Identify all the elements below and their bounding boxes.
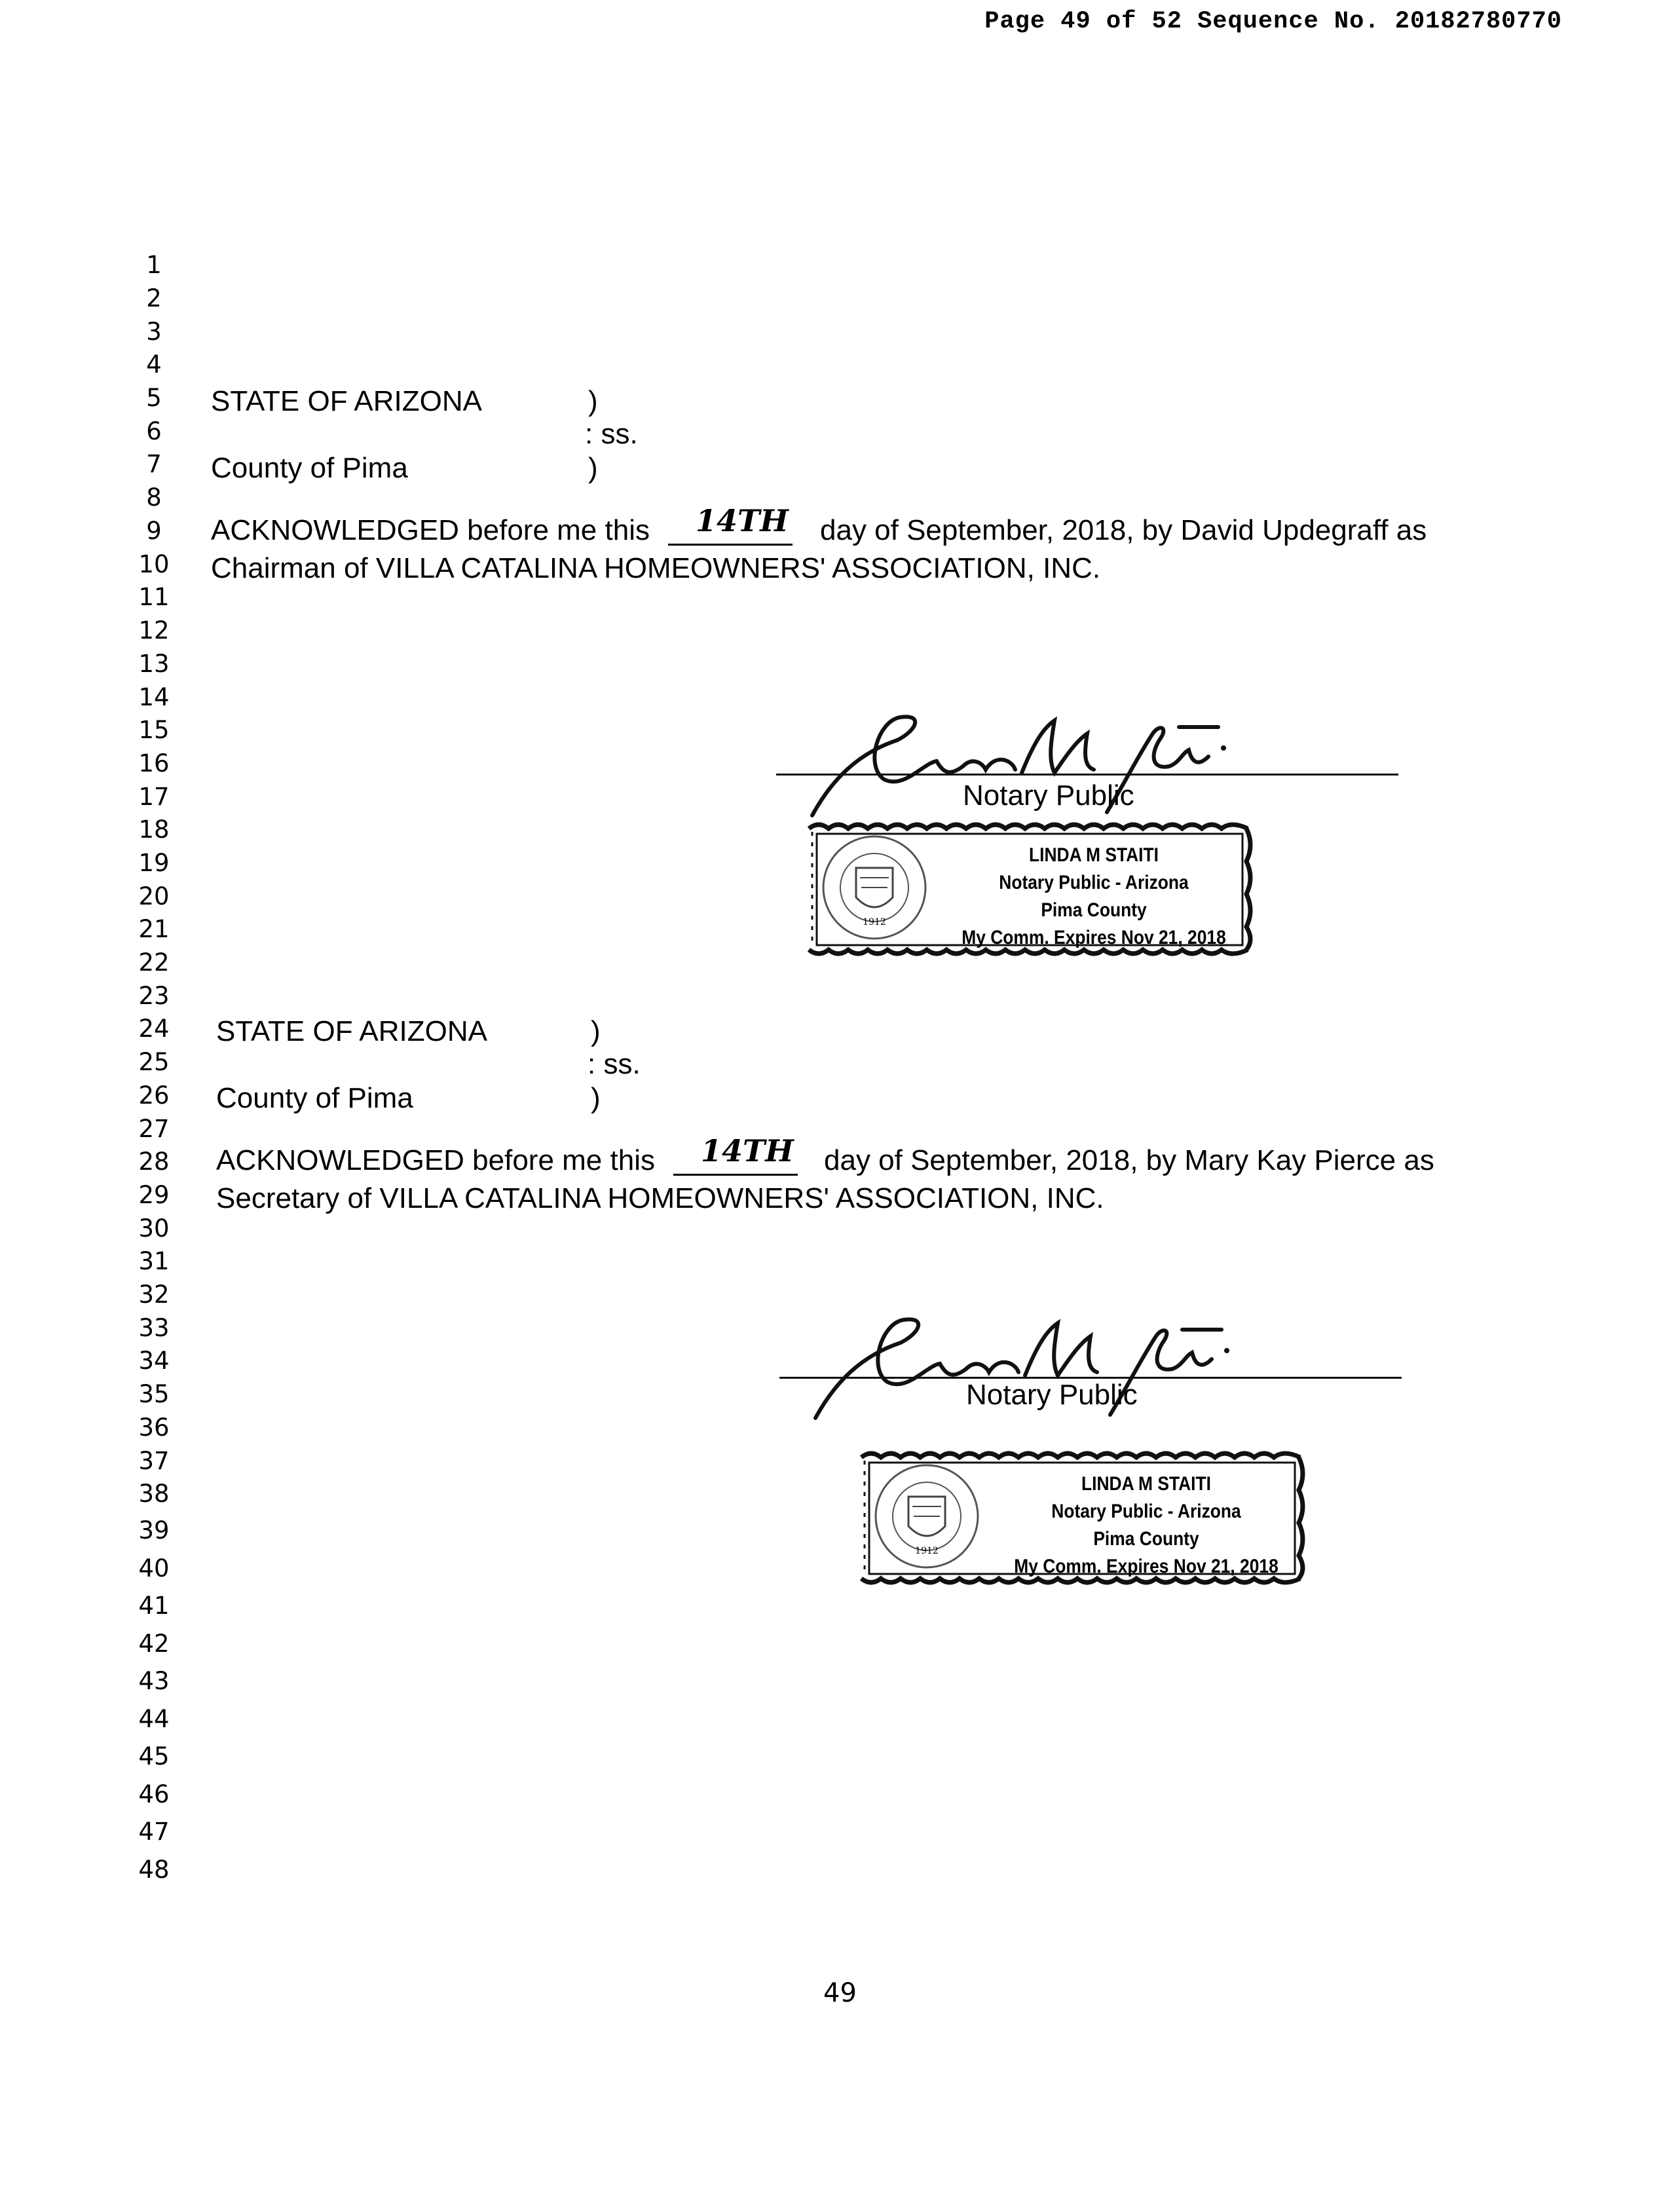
- paren-close: ): [588, 452, 598, 484]
- line-number: 45: [138, 1742, 170, 1770]
- line-number: 35: [138, 1380, 170, 1408]
- line-number: 21: [138, 915, 170, 943]
- state-label: STATE OF ARIZONA: [211, 385, 482, 417]
- stamp-text: [958, 842, 1229, 952]
- line-number: 44: [138, 1705, 170, 1733]
- line-number: 10: [138, 550, 170, 578]
- line-number: 46: [138, 1780, 170, 1808]
- stamp-seal-caption: 1912: [863, 917, 886, 927]
- line-number: 12: [138, 616, 170, 645]
- notary-stamp-2: [855, 1444, 1307, 1588]
- stamp-title: Notary Public - Arizona: [999, 872, 1189, 893]
- line-number: 17: [138, 783, 170, 811]
- line-number: 23: [138, 982, 170, 1010]
- ss-label: : ss.: [588, 1048, 641, 1080]
- state-label: STATE OF ARIZONA: [216, 1015, 487, 1047]
- line-number: 7: [146, 450, 162, 478]
- signature-line-1: [776, 774, 1398, 776]
- paren-open: ): [591, 1015, 601, 1047]
- county-label: County of Pima: [216, 1082, 413, 1114]
- stamp-expires: My Comm. Expires Nov 21, 2018: [961, 927, 1226, 948]
- capacity-line: Chairman of VILLA CATALINA HOMEOWNERS' ASSOCIATION, INC.: [211, 552, 1101, 584]
- line-number: 26: [138, 1081, 170, 1110]
- stamp-name: LINDA M STAITI: [1081, 1473, 1211, 1495]
- line-number: 40: [138, 1554, 170, 1582]
- line-number: 3: [146, 318, 162, 346]
- line-number: 1: [146, 251, 162, 279]
- page-number: 49: [823, 1978, 857, 2008]
- line-number: 9: [146, 517, 162, 545]
- notary-stamp-1: [802, 815, 1254, 960]
- stamp-expires: My Comm. Expires Nov 21, 2018: [1014, 1556, 1279, 1577]
- line-number: 32: [138, 1280, 170, 1309]
- line-number: 5: [146, 384, 162, 412]
- stamp-name: LINDA M STAITI: [1029, 844, 1159, 866]
- notary-public-caption: Notary Public: [966, 1379, 1138, 1411]
- line-number: 20: [138, 882, 170, 910]
- stamp-title: Notary Public - Arizona: [1051, 1501, 1241, 1522]
- acknowledged-prefix: ACKNOWLEDGED before me this: [216, 1144, 655, 1176]
- line-number: 37: [138, 1447, 170, 1475]
- line-number: 15: [138, 716, 170, 744]
- paren-close: ): [591, 1082, 601, 1114]
- line-number: 33: [138, 1314, 170, 1342]
- county-label: County of Pima: [211, 452, 408, 484]
- line-number: 34: [138, 1347, 170, 1375]
- stamp-county: Pima County: [1041, 899, 1147, 921]
- stamp-county: Pima County: [1093, 1528, 1199, 1550]
- paren-open: ): [588, 385, 598, 417]
- day-fill-handwritten: 14TH: [701, 1133, 794, 1168]
- line-number: 4: [146, 350, 162, 379]
- capacity-line: Secretary of VILLA CATALINA HOMEOWNERS' ASSOCIATION, INC.: [216, 1182, 1104, 1214]
- line-number: 36: [138, 1413, 170, 1442]
- line-number: 28: [138, 1148, 170, 1176]
- line-number: 31: [138, 1247, 170, 1275]
- line-number: 6: [146, 417, 162, 445]
- line-number: 27: [138, 1115, 170, 1143]
- line-number: 30: [138, 1214, 170, 1243]
- stamp-seal-caption: 1912: [915, 1546, 939, 1556]
- line-number: 24: [138, 1015, 170, 1043]
- line-number: 25: [138, 1048, 170, 1076]
- line-number: 42: [138, 1630, 170, 1658]
- page-sequence-header: Page 49 of 52 Sequence No. 20182780770: [984, 8, 1562, 35]
- line-number: 11: [138, 583, 170, 611]
- line-number: 48: [138, 1856, 170, 1884]
- line-number: 19: [138, 849, 170, 877]
- day-fill-handwritten: 14TH: [696, 503, 789, 538]
- line-number: 43: [138, 1667, 170, 1695]
- acknowledged-prefix: ACKNOWLEDGED before me this: [211, 514, 650, 546]
- line-number: 39: [138, 1516, 170, 1544]
- line-number: 22: [138, 948, 170, 977]
- line-number: 38: [138, 1480, 170, 1508]
- line-number: 13: [138, 650, 170, 678]
- line-number: 8: [146, 483, 162, 512]
- line-number: 29: [138, 1181, 170, 1209]
- acknowledged-suffix: day of September, 2018, by David Updegraff as: [820, 514, 1427, 546]
- line-number: 41: [138, 1592, 170, 1620]
- day-blank-line: [668, 544, 793, 546]
- acknowledged-suffix: day of September, 2018, by Mary Kay Pierce as: [824, 1144, 1434, 1176]
- line-number: 16: [138, 749, 170, 777]
- notary-public-caption: Notary Public: [963, 779, 1134, 812]
- line-number: 14: [138, 683, 170, 711]
- line-number: 2: [146, 284, 162, 312]
- ss-label: : ss.: [585, 418, 638, 450]
- stamp-text: [1011, 1470, 1282, 1580]
- day-blank-line: [673, 1174, 798, 1176]
- line-number: 18: [138, 815, 170, 844]
- line-number: 47: [138, 1818, 170, 1846]
